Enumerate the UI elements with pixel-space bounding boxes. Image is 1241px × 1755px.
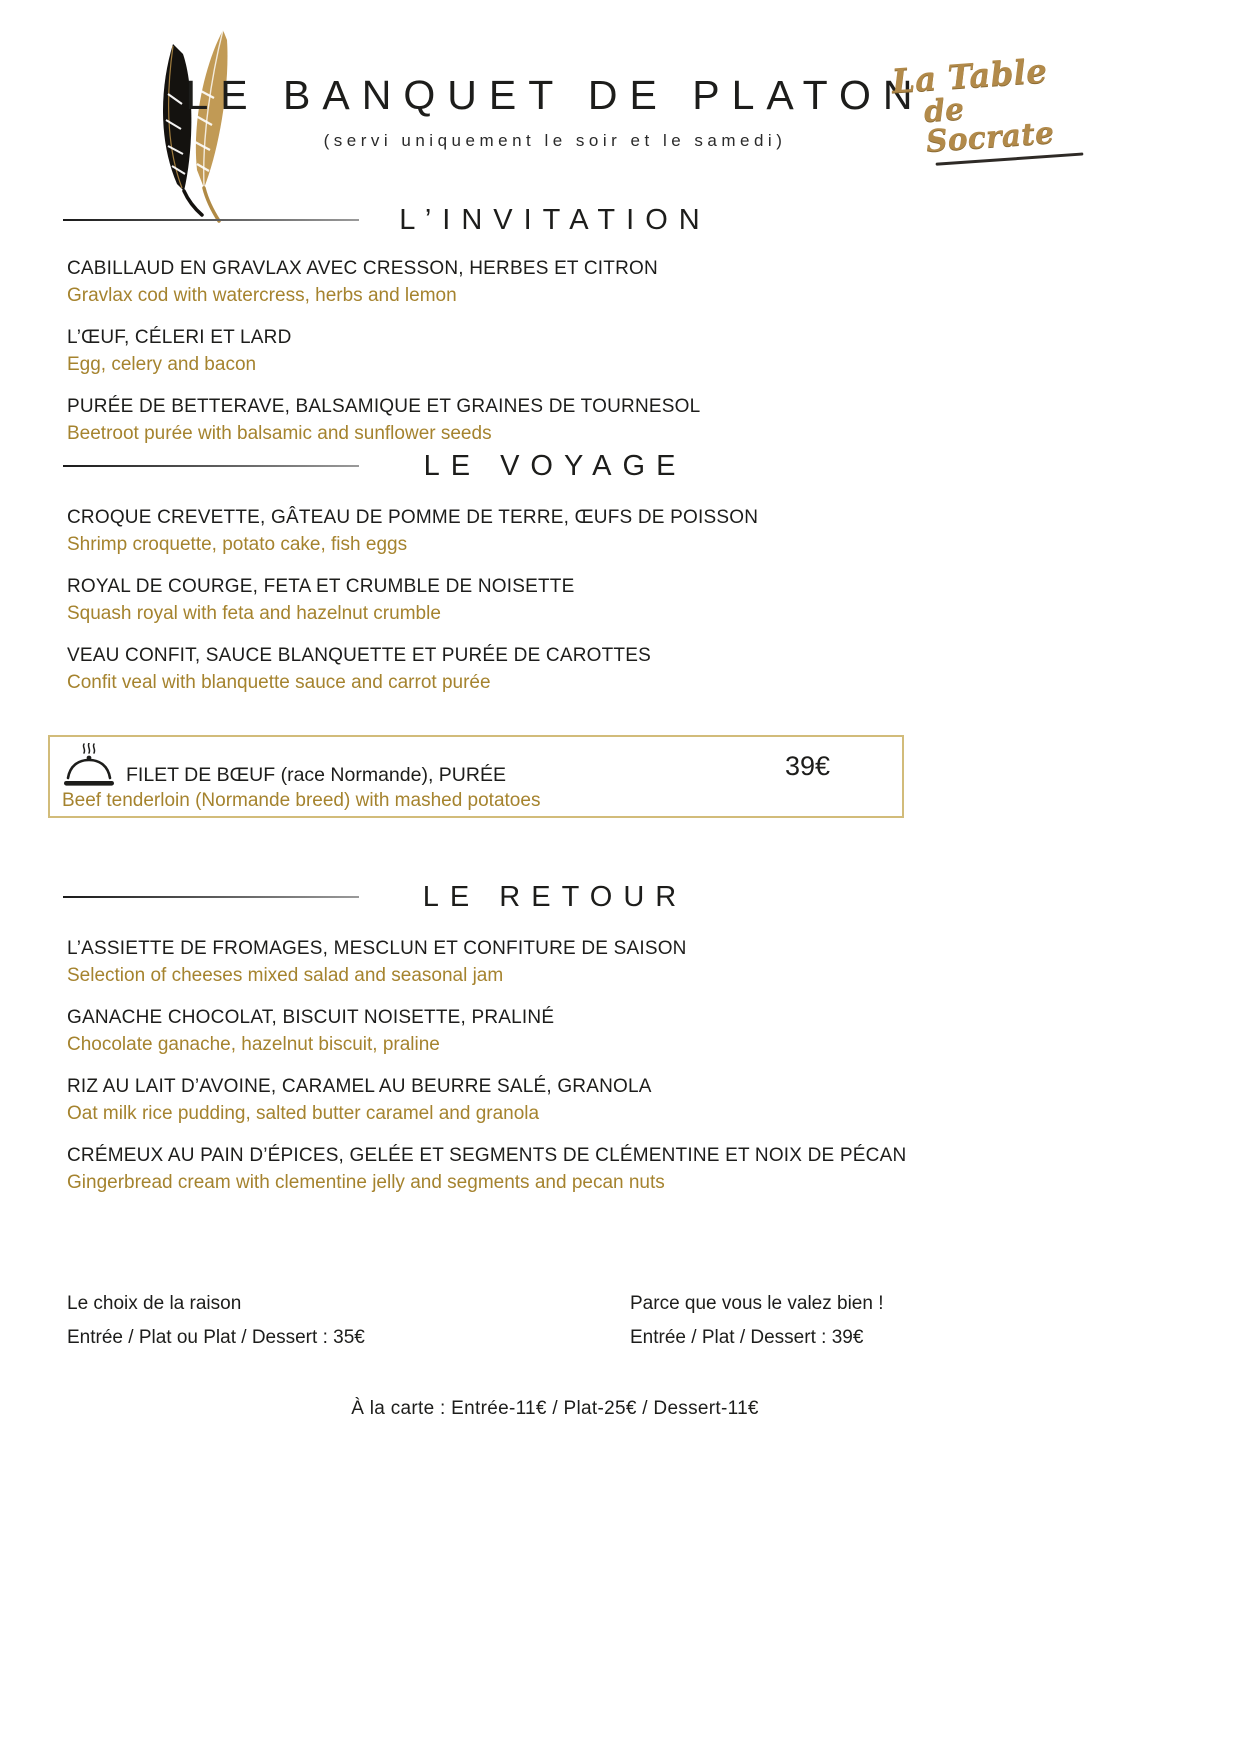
- item-name-fr: VEAU CONFIT, SAUCE BLANQUETTE ET PURÉE DE CAROTTES: [67, 645, 651, 666]
- item-name-fr: RIZ AU LAIT D’AVOINE, CARAMEL AU BEURRE SALÉ, GRANOLA: [67, 1076, 652, 1097]
- section-head-retour: [55, 877, 1055, 917]
- menu-item: [67, 255, 1117, 309]
- item-name-en: Oat milk rice pudding, salted butter caramel and granola: [67, 1103, 540, 1124]
- page-subtitle: (servi uniquement le soir et le samedi): [323, 131, 787, 150]
- item-name-en: Beetroot purée with balsamic and sunflower seeds: [67, 423, 492, 444]
- section-divider: [63, 465, 359, 467]
- menu-item: [67, 642, 1117, 696]
- section-items-voyage: [67, 504, 1117, 711]
- brand-line2: de Socrate: [922, 91, 1056, 160]
- special-dish-name-fr: FILET DE BŒUF (race Normande), PURÉE: [126, 764, 506, 786]
- a-la-carte-row: [55, 1398, 1055, 1420]
- formula-full: [630, 1290, 884, 1358]
- item-name-fr: CROQUE CREVETTE, GÂTEAU DE POMME DE TERRE, ŒUFS DE POISSON: [67, 507, 759, 528]
- formula-reason-title: Le choix de la raison: [67, 1293, 242, 1314]
- menu-item: [67, 935, 1117, 989]
- section-head-invitation: [55, 200, 1055, 240]
- item-name-fr: GANACHE CHOCOLAT, BISCUIT NOISETTE, PRALINÉ: [67, 1007, 555, 1028]
- item-name-fr: L’ASSIETTE DE FROMAGES, MESCLUN ET CONFITURE DE SAISON: [67, 938, 687, 959]
- menu-item: [67, 573, 1117, 627]
- item-name-fr: ROYAL DE COURGE, FETA ET CRUMBLE DE NOISETTE: [67, 576, 575, 597]
- item-name-en: Confit veal with blanquette sauce and carrot purée: [67, 672, 491, 693]
- item-name-fr: L’ŒUF, CÉLERI ET LARD: [67, 327, 292, 348]
- item-name-en: Gingerbread cream with clementine jelly and segments and pecan nuts: [67, 1172, 665, 1193]
- formula-reason: [67, 1290, 365, 1358]
- section-title-voyage: LE VOYAGE: [423, 450, 687, 482]
- item-name-en: Selection of cheeses mixed salad and seasonal jam: [67, 965, 504, 986]
- restaurant-logo: [885, 51, 1092, 169]
- section-head-voyage: [55, 446, 1055, 486]
- a-la-carte-prices: À la carte : Entrée-11€ / Plat-25€ / Dessert-11€: [351, 1398, 759, 1419]
- brand-line1: La Table: [890, 50, 1049, 101]
- formula-full-title: Parce que vous le valez bien !: [630, 1293, 884, 1314]
- item-name-fr: CRÉMEUX AU PAIN D’ÉPICES, GELÉE ET SEGMENTS DE CLÉMENTINE ET NOIX DE PÉCAN: [67, 1145, 907, 1166]
- formula-full-price: Entrée / Plat / Dessert : 39€: [630, 1327, 864, 1348]
- item-name-fr: PURÉE DE BETTERAVE, BALSAMIQUE ET GRAINES DE TOURNESOL: [67, 396, 701, 417]
- page-title: LE BANQUET DE PLATON: [185, 72, 925, 118]
- section-title-invitation: L’INVITATION: [399, 204, 711, 236]
- special-dish-box: [48, 735, 904, 818]
- menu-item: [67, 1004, 1117, 1058]
- item-name-en: Chocolate ganache, hazelnut biscuit, praline: [67, 1034, 440, 1055]
- section-title-retour: LE RETOUR: [422, 881, 688, 913]
- item-name-en: Squash royal with feta and hazelnut crumble: [67, 603, 441, 624]
- item-name-en: Shrimp croquette, potato cake, fish eggs: [67, 534, 408, 555]
- menu-item: [67, 1142, 1117, 1196]
- section-items-invitation: [67, 255, 1117, 462]
- special-dish-price: 39€: [784, 751, 830, 781]
- item-name-en: Gravlax cod with watercress, herbs and lemon: [67, 285, 457, 306]
- menu-item: [67, 1073, 1117, 1127]
- item-name-fr: CABILLAUD EN GRAVLAX AVEC CRESSON, HERBES ET CITRON: [67, 258, 658, 279]
- section-divider: [63, 219, 359, 221]
- formula-reason-price: Entrée / Plat ou Plat / Dessert : 35€: [67, 1327, 365, 1348]
- section-items-retour: [67, 935, 1117, 1211]
- menu-item: [67, 393, 1117, 447]
- menu-item: [67, 504, 1117, 558]
- item-name-en: Egg, celery and bacon: [67, 354, 257, 375]
- menu-item: [67, 324, 1117, 378]
- section-divider: [63, 896, 359, 898]
- cloche-icon: [62, 743, 116, 789]
- special-dish-name-en: Beef tenderloin (Normande breed) with mashed potatoes: [62, 790, 541, 811]
